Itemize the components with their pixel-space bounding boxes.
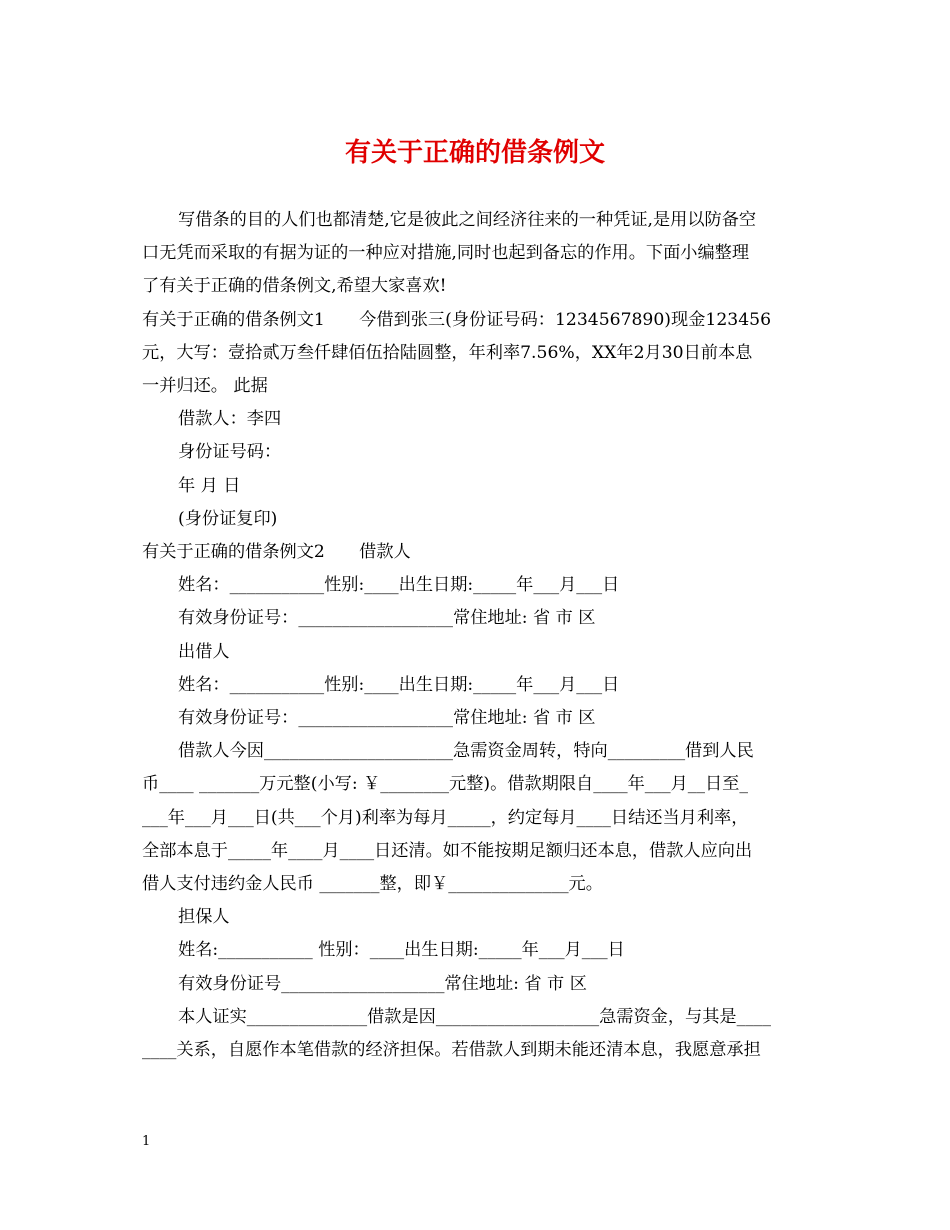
body-line: 一并归还。 此据 — [142, 376, 268, 396]
body-line: 年 月 日 — [178, 475, 241, 496]
body-line: 币____ _______万元整(小写: ￥________元整)。借款期限自____年___月__日至_ — [142, 774, 748, 795]
body-line: 出借人 — [178, 641, 230, 662]
page-number: 1 — [142, 1134, 151, 1149]
body-line: 写借条的目的人们也都清楚,它是彼此之间经济往来的一种凭证,是用以防备空 — [178, 210, 757, 230]
body-line: 姓名:___________ 性别：____出生日期:_____年___月___日 — [178, 940, 625, 961]
body-line: ___年___月___日(共___个月)利率为每月_____，约定每月____日结还当月利率， — [142, 807, 749, 828]
body-line: 身份证号码： — [178, 442, 282, 463]
body-line: 有关于正确的借条例文1 今借到张三(身份证号码：1234567890)现金123456 — [142, 309, 771, 330]
body-line: 了有关于正确的借条例文,希望大家喜欢! — [142, 276, 447, 297]
body-line: 有效身份证号___________________常住地址: 省 市 区 — [178, 973, 587, 994]
document-title: 有关于正确的借条例文 — [344, 138, 605, 168]
body-line: 有关于正确的借条例文2 借款人 — [142, 542, 411, 562]
body-line: 担保人 — [178, 907, 230, 928]
body-line: 全部本息于_____年____月____日还清。如不能按期足额归还本息，借款人应向出 — [142, 840, 753, 861]
body-line: 借款人今因______________________急需资金周转，特向_________借到人民 — [178, 741, 754, 762]
body-line: 借款人：李四 — [178, 409, 282, 430]
body-line: 有效身份证号：__________________常住地址: 省 市 区 — [178, 608, 596, 629]
body-line: (身份证复印) — [178, 508, 278, 529]
body-line: ____关系，自愿作本笔借款的经济担保。若借款人到期未能还清本息，我愿意承担 — [142, 1040, 761, 1060]
body-line: 本人证实______________借款是因___________________急需资金，与其是____ — [178, 1006, 771, 1027]
body-line: 口无凭而采取的有据为证的一种应对措施,同时也起到备忘的作用。下面小编整理 — [142, 243, 750, 264]
body-line: 元，大写：壹拾贰万叁仟肆佰伍拾陆圆整，年利率7.56%，XX年2月30日前本息 — [142, 342, 753, 363]
body-line: 姓名：___________性别:____出生日期:_____年___月___日 — [178, 575, 620, 596]
body-line: 姓名：___________性别:____出生日期:_____年___月___日 — [178, 674, 620, 695]
body-line: 借人支付违约金人民币 _______整，即￥______________元。 — [142, 874, 603, 894]
body-line: 有效身份证号：__________________常住地址: 省 市 区 — [178, 708, 596, 728]
